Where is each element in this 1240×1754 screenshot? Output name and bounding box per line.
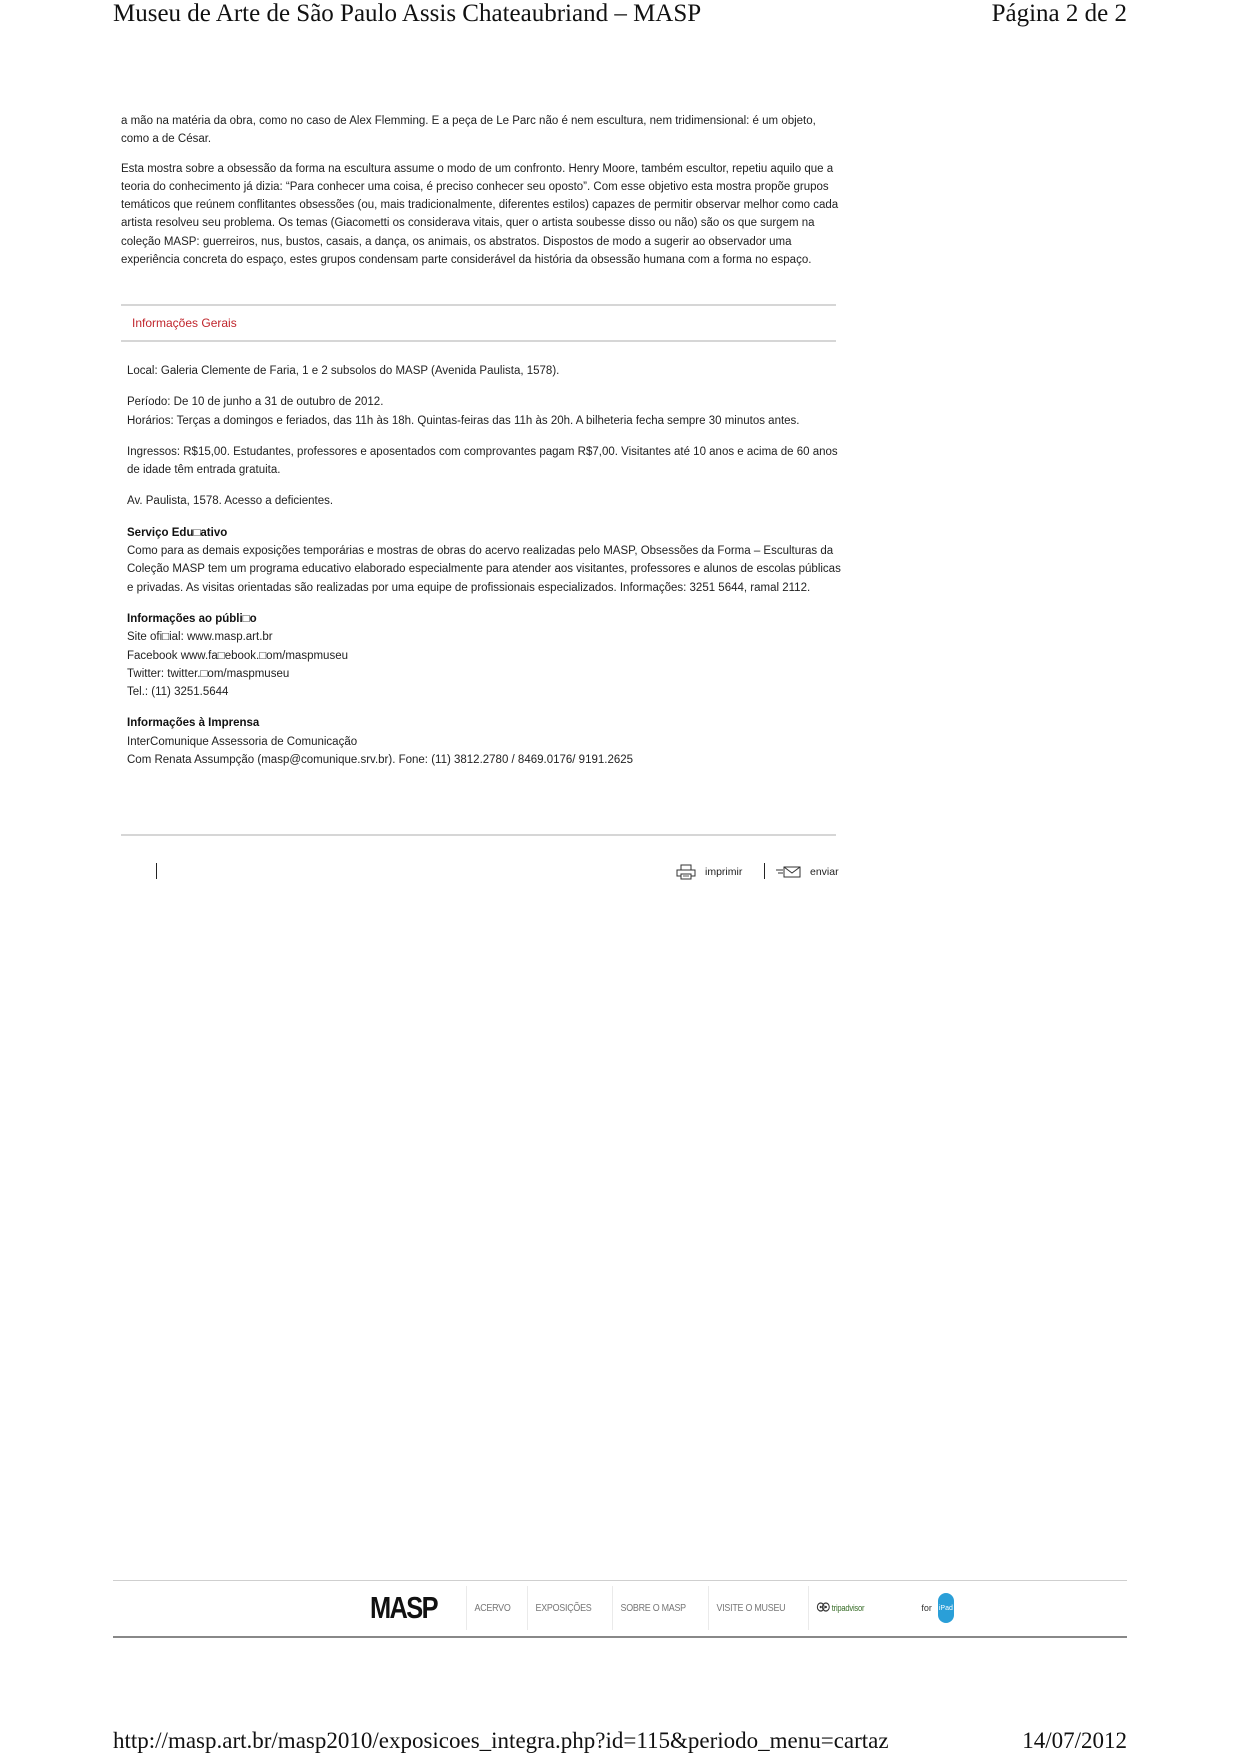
printer-icon [675,864,697,880]
general-info [127,362,842,769]
imprensa-contact: Com Renata Assumpção (masp@comunique.srv.br). Fone: (11) 3812.2780 / 8469.0176/ 9191.2625 [127,754,634,767]
ipad-label: iPad [938,1604,953,1612]
tripadvisor-label: tripadvisor [831,1603,865,1613]
print-date: 14/07/2012 [1022,1728,1127,1753]
envelope-icon [776,864,802,880]
document-header-title: Museu de Arte de São Paulo Assis Chateaubriand – MASP [113,0,702,27]
page-number: Página 2 de 2 [991,0,1127,27]
source-url: http://masp.art.br/masp2010/exposicoes_integra.php?id=115&periodo_menu=cartaz [113,1728,889,1753]
footer-bottom-rule [113,1636,1127,1638]
nav-visite[interactable]: VISITE O MUSEU [708,1586,793,1630]
facebook-link[interactable]: Facebook www.fa□ebook.□om/maspmuseu [127,649,348,662]
info-ingressos: Ingressos: R$15,00. Estudantes, professores e aposentados com comprovantes pagam R$7,00. Visitantes até 10 anos e acima de 60 anos de idade têm entrada gratuita. [127,445,838,477]
nav-sobre[interactable]: SOBRE O MASP [612,1586,694,1630]
info-periodo: Período: De 10 de junho a 31 de outubro de 2012. [127,396,384,409]
nav-exposicoes[interactable]: EXPOSIÇÕES [527,1586,599,1630]
divider [121,834,836,836]
info-local: Local: Galeria Clemente de Faria, 1 e 2 subsolos do MASP (Avenida Paulista, 1578). [127,365,560,377]
twitter-link[interactable]: Twitter: twitter.□om/maspmuseu [127,667,290,680]
info-horarios: Horários: Terças a domingos e feriados, das 11h às 18h. Quintas-feiras das 11h às 20h. A bilheteria fecha sempre 30 minutos antes. [127,414,800,427]
info-acesso: Av. Paulista, 1578. Acesso a deficientes. [127,495,334,508]
page-actions [0,863,1240,883]
article-body [121,112,841,269]
divider [121,304,836,306]
separator [764,863,765,879]
footer-divider [113,1580,1127,1581]
telephone: Tel.: (11) 3251.5644 [127,686,229,699]
print-label: imprimir [705,866,743,878]
imprensa-title: Informações à Imprensa [127,717,260,730]
site-footer-nav [370,1584,954,1632]
publico-title: Informações ao públi□o [127,612,257,625]
divider [121,340,836,342]
masp-logo[interactable]: MASP [370,1590,437,1625]
nav-acervo[interactable]: ACERVO [466,1586,518,1630]
section-title: Informações Gerais [132,316,237,330]
tripadvisor-link[interactable] [808,1586,872,1630]
ipad-prefix: for [921,1603,932,1613]
ipad-icon [938,1593,954,1623]
educativo-text: Como para as demais exposições temporárias e mostras de obras do acervo realizadas pelo MASP, Obsessões da Forma – Esculturas da Coleção MASP tem um programa educativo elaborado especialmente para atender aos visitantes, professores e alunos de escolas públicas e privadas. As visitas orientadas são realizadas por uma equipe de profissionais especializados. Informações: 3251 5644, ramal 2112. [127,545,841,594]
paragraph: a mão na matéria da obra, como no caso de Alex Flemming. E a peça de Le Parc não é nem escultura, nem tridimensional: é um objeto, como a de César. [121,115,816,146]
site-link[interactable]: Site ofi□ial: www.masp.art.br [127,631,273,644]
send-button[interactable] [776,864,839,880]
paragraph: Esta mostra sobre a obsessão da forma na escultura assume o modo de um confronto. Henry Moore, também escultor, repetiu aquilo que a teoria do conhecimento já dizia: “Para conhecer uma coisa, é preciso conhecer seu oposto”. Com esse objetivo esta mostra propõe grupos temáticos que reúnem conflitantes obsessões (ou, mais tradicionalmente, diferentes estilos) capazes de permitir observar melhor como cada artista resolveu seu problema. Os temas (Giacometti os considerava vitais, quer o artista soubesse disso ou não) são os que surgem na coleção MASP: guerreiros, nus, bustos, casais, a dança, os animais, os abstratos. Dispostos de modo a sugerir ao observador uma experiência concreta do espaço, estes grupos condensam parte considerável da história da obsessão humana com a forma no espaço. [121,162,839,267]
ipad-badge-link[interactable] [921,1593,954,1623]
separator [156,863,157,879]
educativo-title: Serviço Edu□ativo [127,526,228,539]
owl-icon [817,1601,831,1615]
send-label: enviar [810,866,839,878]
print-button[interactable] [675,864,742,880]
imprensa-company: InterComunique Assessoria de Comunicação [127,735,358,748]
